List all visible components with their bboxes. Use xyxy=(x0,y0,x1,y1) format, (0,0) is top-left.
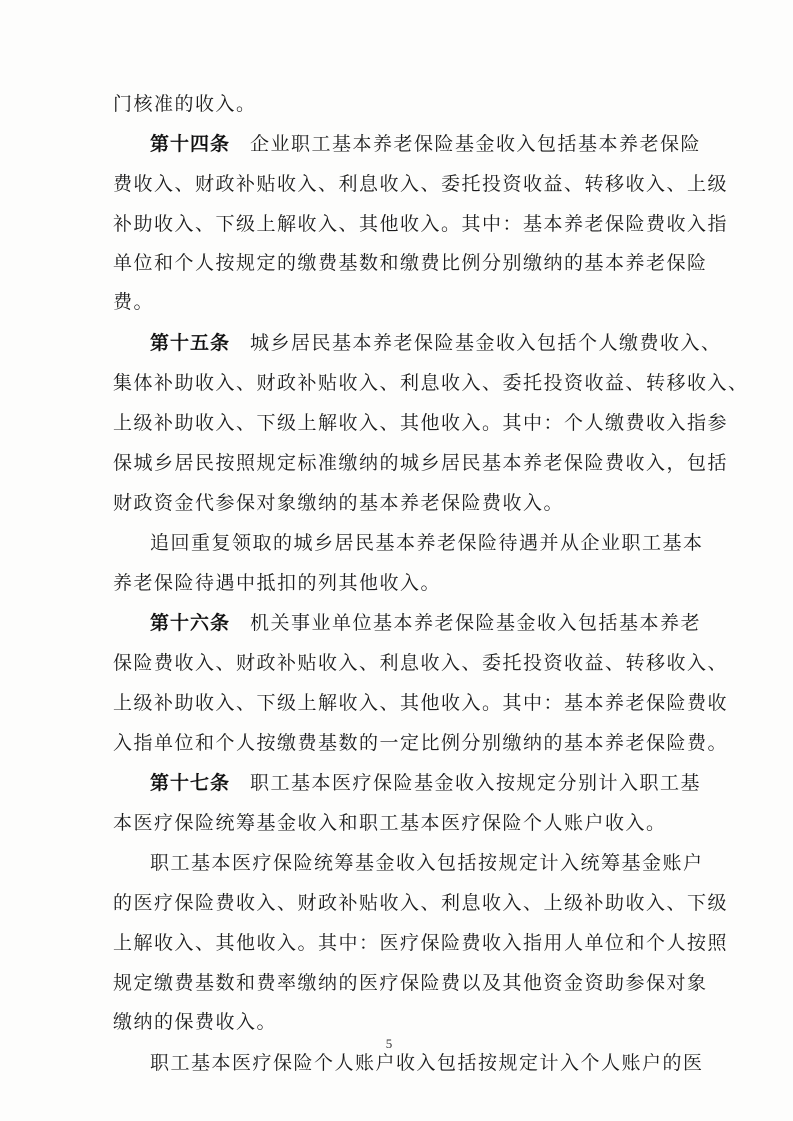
article-heading: 第十五条 xyxy=(150,332,231,354)
text-line: 企业职工基本养老保险基金收入包括基本养老保险 xyxy=(250,133,702,155)
article-16-paragraph xyxy=(150,611,701,635)
text-line: 保险费收入、财政补贴收入、利息收入、委托投资收益、转移收入、 xyxy=(113,652,729,674)
text-line: 职工基本医疗保险个人账户收入包括按规定计入个人账户的医 xyxy=(150,1052,704,1074)
article-15-paragraph xyxy=(150,331,722,355)
text-line: 的医疗保险费收入、财政补贴收入、利息收入、上级补助收入、下级 xyxy=(113,892,729,914)
text-line: 规定缴费基数和费率缴纳的医疗保险费以及其他资金资助参保对象 xyxy=(113,972,708,994)
article-heading: 第十七条 xyxy=(150,772,231,794)
page-number: 5 xyxy=(385,1036,393,1051)
text-line: 财政资金代参保对象缴纳的基本养老保险费收入。 xyxy=(113,492,565,514)
text-line: 费。 xyxy=(113,291,155,313)
text-line: 上级补助收入、下级上解收入、其他收入。其中：基本养老保险费收 xyxy=(113,692,729,714)
article-17-paragraph xyxy=(150,771,701,795)
text-line: 本医疗保险统筹基金收入和职工基本医疗保险个人账户收入。 xyxy=(113,812,667,834)
text-line: 门核准的收入。 xyxy=(113,93,257,115)
article-14-paragraph xyxy=(150,132,701,156)
article-heading: 第十四条 xyxy=(150,133,231,155)
text-line: 城乡居民基本养老保险基金收入包括个人缴费收入、 xyxy=(250,332,722,354)
text-line: 追回重复领取的城乡居民基本养老保险待遇并从企业职工基本 xyxy=(150,532,704,554)
text-line: 保城乡居民按照规定标准缴纳的城乡居民基本养老保险费收入，包括 xyxy=(113,452,729,474)
text-line: 缴纳的保费收入。 xyxy=(113,1011,278,1033)
text-line: 单位和个人按规定的缴费基数和缴费比例分别缴纳的基本养老保险 xyxy=(113,252,708,274)
text-line: 上解收入、其他收入。其中：医疗保险费收入指用人单位和个人按照 xyxy=(113,932,729,954)
text-line: 养老保险待遇中抵扣的列其他收入。 xyxy=(113,572,442,594)
text-line: 职工基本医疗保险统筹基金收入包括按规定计入统筹基金账户 xyxy=(150,852,704,874)
text-line: 补助收入、下级上解收入、其他收入。其中：基本养老保险费收入指 xyxy=(113,213,729,235)
text-line: 机关事业单位基本养老保险基金收入包括基本养老 xyxy=(250,612,702,634)
text-line: 上级补助收入、下级上解收入、其他收入。其中：个人缴费收入指参 xyxy=(113,412,729,434)
text-line: 职工基本医疗保险基金收入按规定分别计入职工基 xyxy=(250,772,702,794)
article-heading: 第十六条 xyxy=(150,612,231,634)
text-line: 入指单位和个人按缴费基数的一定比例分别缴纳的基本养老保险费。 xyxy=(113,732,729,754)
text-line: 费收入、财政补贴收入、利息收入、委托投资收益、转移收入、上级 xyxy=(113,173,729,195)
text-line: 集体补助收入、财政补贴收入、利息收入、委托投资收益、转移收入、 xyxy=(113,372,749,394)
